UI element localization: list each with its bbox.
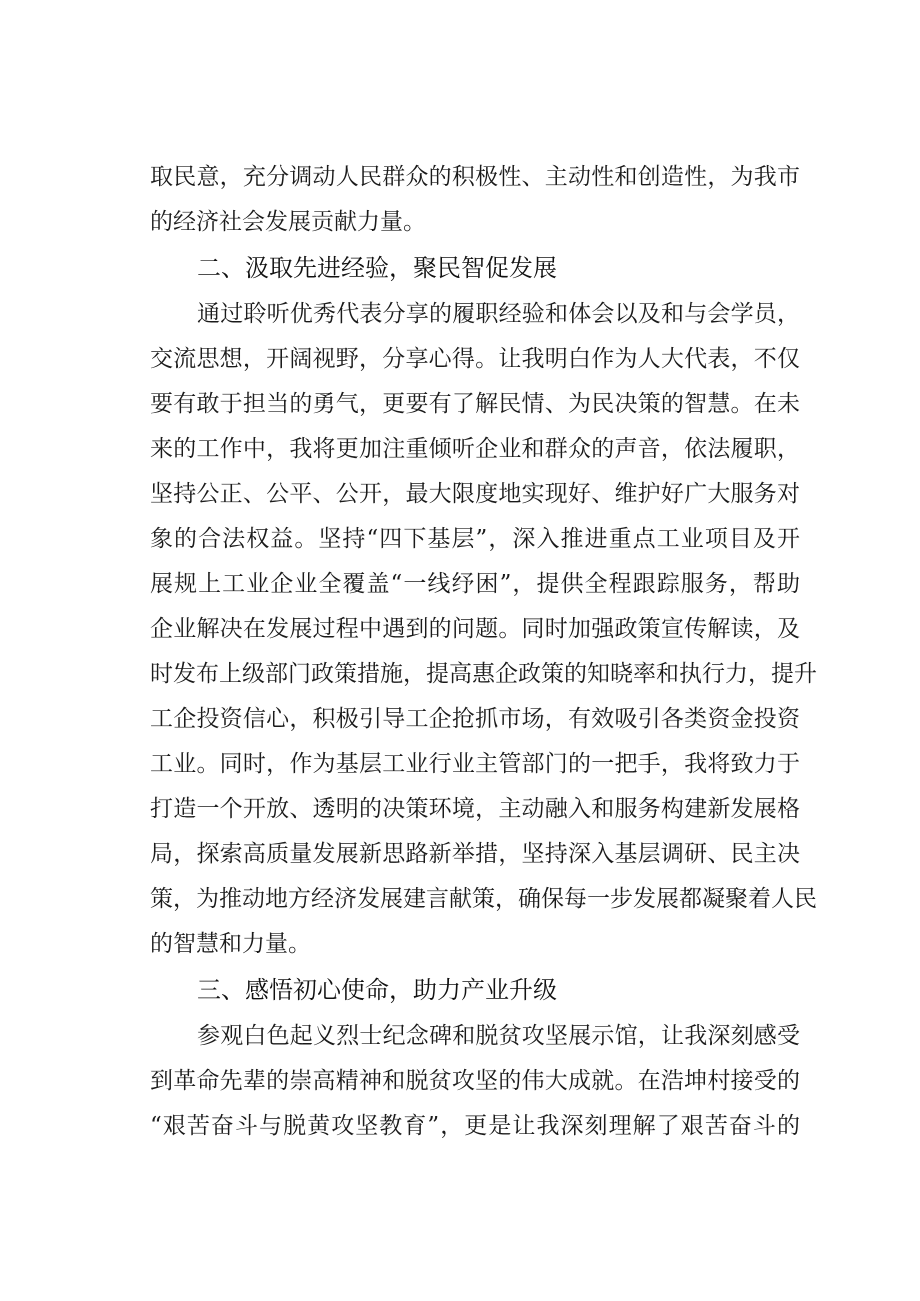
paragraph-2-line-6: 象的合法权益。坚持“四下基层”，深入推进重点工业项目及开: [150, 526, 800, 552]
paragraph-2-line-9: 时发布上级部门政策措施，提高惠企政策的知晓率和执行力，提升: [150, 661, 817, 687]
paragraph-2-line-12: 打造一个开放、透明的决策环境，主动融入和服务构建新发展格: [150, 796, 800, 822]
paragraph-3-line-3: “艰苦奋斗与脱黄攻坚教育”，更是让我深刻理解了艰苦奋斗的: [150, 1113, 800, 1139]
paragraph-2-line-11: 工业。同时，作为基层工业行业主管部门的一把手，我将致力于: [150, 751, 800, 777]
paragraph-3-line-2: 到革命先辈的崇高精神和脱贫攻坚的伟大成就。在浩坤村接受的: [150, 1068, 800, 1094]
paragraph-2-line-7: 展规上工业企业全覆盖“一线纾困”，提供全程跟踪服务，帮助: [150, 571, 800, 597]
paragraph-2-line-13: 局，探索高质量发展新思路新举措，坚持深入基层调研、民主决: [150, 841, 800, 867]
paragraph-2-line-10: 工企投资信心，积极引导工企抢抓市场，有效吸引各类资金投资: [150, 706, 800, 732]
paragraph-2-line-15: 的智慧和力量。: [150, 931, 311, 957]
paragraph-1-line-1: 取民意，充分调动人民群众的积极性、主动性和创造性，为我市: [150, 164, 800, 190]
paragraph-2-line-1: 通过聆听优秀代表分享的履职经验和体会以及和与会学员，: [197, 301, 800, 327]
paragraph-1-line-2: 的经济社会发展贡献力量。: [150, 209, 426, 235]
paragraph-2-line-3: 要有敢于担当的勇气，更要有了解民情、为民决策的智慧。在未: [150, 391, 800, 417]
paragraph-2-line-2: 交流思想，开阔视野，分享心得。让我明白作为人大代表，不仅: [150, 346, 800, 372]
paragraph-2-line-4: 来的工作中，我将更加注重倾听企业和群众的声音，依法履职，: [150, 436, 800, 462]
paragraph-2-line-5: 坚持公正、公平、公开，最大限度地实现好、维护好广大服务对: [150, 481, 800, 507]
paragraph-2-line-8: 企业解决在发展过程中遇到的问题。同时加强政策宣传解读，及: [150, 616, 800, 642]
paragraph-3-line-1: 参观白色起义烈士纪念碑和脱贫攻坚展示馆，让我深刻感受: [197, 1023, 800, 1049]
section-heading-3: 三、感悟初心使命，助力产业升级: [197, 976, 557, 1004]
section-heading-2: 二、汲取先进经验，聚民智促发展: [197, 254, 557, 282]
paragraph-2-line-14: 策，为推动地方经济发展建言献策，确保每一步发展都凝聚着人民: [150, 886, 817, 912]
